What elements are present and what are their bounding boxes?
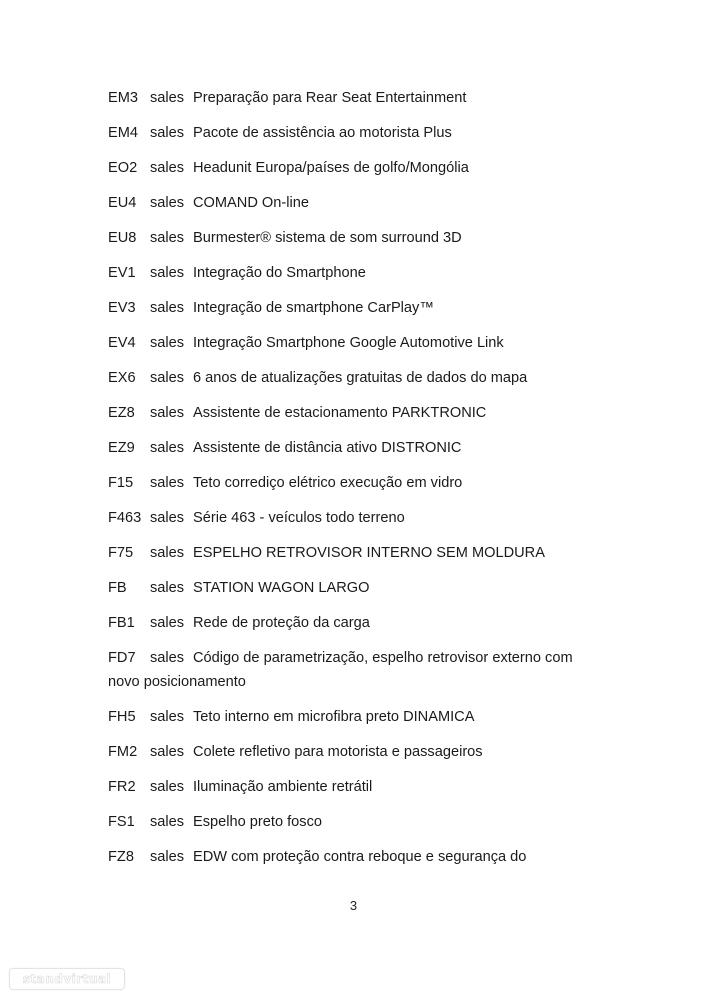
item-source: sales bbox=[150, 744, 185, 760]
list-item bbox=[108, 296, 598, 320]
item-code: FB bbox=[108, 580, 127, 596]
item-description: Integração de smartphone CarPlay™ bbox=[193, 300, 434, 316]
item-source: sales bbox=[150, 814, 185, 830]
item-description: ESPELHO RETROVISOR INTERNO SEM MOLDURA bbox=[193, 545, 545, 561]
item-code: EO2 bbox=[108, 160, 138, 176]
item-code: F75 bbox=[108, 545, 134, 561]
item-source: sales bbox=[150, 440, 185, 456]
list-item bbox=[108, 471, 598, 495]
item-code: EZ8 bbox=[108, 405, 135, 421]
list-item bbox=[108, 810, 598, 834]
item-source: sales bbox=[150, 125, 185, 141]
list-item bbox=[108, 436, 598, 460]
item-code: FH5 bbox=[108, 709, 136, 725]
item-description: STATION WAGON LARGO bbox=[193, 580, 370, 596]
item-source: sales bbox=[150, 475, 185, 491]
item-code: EU4 bbox=[108, 195, 137, 211]
item-code: F15 bbox=[108, 475, 134, 491]
item-description: Integração do Smartphone bbox=[193, 265, 366, 281]
item-code: FR2 bbox=[108, 779, 136, 795]
item-source: sales bbox=[150, 510, 185, 526]
item-source: sales bbox=[150, 545, 185, 561]
item-description: COMAND On-line bbox=[193, 195, 309, 211]
list-item bbox=[108, 740, 598, 764]
item-description: Pacote de assistência ao motorista Plus bbox=[193, 125, 452, 141]
watermark-logo: standvirtual bbox=[9, 968, 125, 990]
item-source: sales bbox=[150, 709, 185, 725]
item-code: EV1 bbox=[108, 265, 136, 281]
item-description: Preparação para Rear Seat Entertainment bbox=[193, 90, 467, 106]
item-description: Espelho preto fosco bbox=[193, 814, 322, 830]
item-code: EM3 bbox=[108, 90, 139, 106]
page-number: 3 bbox=[349, 898, 358, 913]
list-item bbox=[108, 541, 598, 565]
item-source: sales bbox=[150, 90, 185, 106]
item-code: FZ8 bbox=[108, 849, 134, 865]
item-code: EX6 bbox=[108, 370, 136, 386]
item-description: Integração Smartphone Google Automotive Link bbox=[193, 335, 504, 351]
list-item bbox=[108, 506, 598, 530]
item-description: Série 463 - veículos todo terreno bbox=[193, 510, 405, 526]
item-source: sales bbox=[150, 615, 185, 631]
item-source: sales bbox=[150, 370, 185, 386]
equipment-list bbox=[108, 86, 598, 880]
item-description: Rede de proteção da carga bbox=[193, 615, 370, 631]
item-code: EU8 bbox=[108, 230, 137, 246]
item-source: sales bbox=[150, 405, 185, 421]
item-source: sales bbox=[150, 300, 185, 316]
item-source: sales bbox=[150, 230, 185, 246]
item-source: sales bbox=[150, 779, 185, 795]
item-source: sales bbox=[150, 195, 185, 211]
item-code: FS1 bbox=[108, 814, 135, 830]
list-item bbox=[108, 121, 598, 145]
item-code: EV3 bbox=[108, 300, 136, 316]
item-code: EZ9 bbox=[108, 440, 135, 456]
list-item bbox=[108, 646, 598, 694]
list-item bbox=[108, 576, 598, 600]
list-item bbox=[108, 86, 598, 110]
item-description: Código de parametrização, espelho retrovisor externo com novo posicionamento bbox=[108, 650, 573, 690]
item-code: FM2 bbox=[108, 744, 138, 760]
list-item bbox=[108, 261, 598, 285]
item-source: sales bbox=[150, 580, 185, 596]
item-description: Teto corrediço elétrico execução em vidro bbox=[193, 475, 463, 491]
item-description: Headunit Europa/países de golfo/Mongólia bbox=[193, 160, 469, 176]
item-code: FB1 bbox=[108, 615, 135, 631]
item-source: sales bbox=[150, 335, 185, 351]
item-description: Assistente de estacionamento PARKTRONIC bbox=[193, 405, 487, 421]
item-source: sales bbox=[150, 650, 185, 666]
list-item bbox=[108, 226, 598, 250]
item-code: EM4 bbox=[108, 125, 139, 141]
item-code: EV4 bbox=[108, 335, 136, 351]
item-code: FD7 bbox=[108, 650, 136, 666]
item-source: sales bbox=[150, 849, 185, 865]
item-description: Teto interno em microfibra preto DINAMICA bbox=[193, 709, 475, 725]
list-item bbox=[108, 611, 598, 635]
list-item bbox=[108, 156, 598, 180]
item-description: 6 anos de atualizações gratuitas de dados do mapa bbox=[193, 370, 528, 386]
item-description: Burmester® sistema de som surround 3D bbox=[193, 230, 462, 246]
item-code: F463 bbox=[108, 510, 142, 526]
item-source: sales bbox=[150, 265, 185, 281]
item-source: sales bbox=[150, 160, 185, 176]
item-description: Assistente de distância ativo DISTRONIC bbox=[193, 440, 462, 456]
list-item bbox=[108, 366, 598, 390]
list-item bbox=[108, 331, 598, 355]
list-item bbox=[108, 401, 598, 425]
item-description: EDW com proteção contra reboque e segurança do bbox=[193, 849, 527, 865]
list-item bbox=[108, 191, 598, 215]
list-item bbox=[108, 845, 598, 869]
list-item bbox=[108, 775, 598, 799]
item-description: Iluminação ambiente retrátil bbox=[193, 779, 373, 795]
list-item bbox=[108, 705, 598, 729]
item-description: Colete refletivo para motorista e passageiros bbox=[193, 744, 483, 760]
